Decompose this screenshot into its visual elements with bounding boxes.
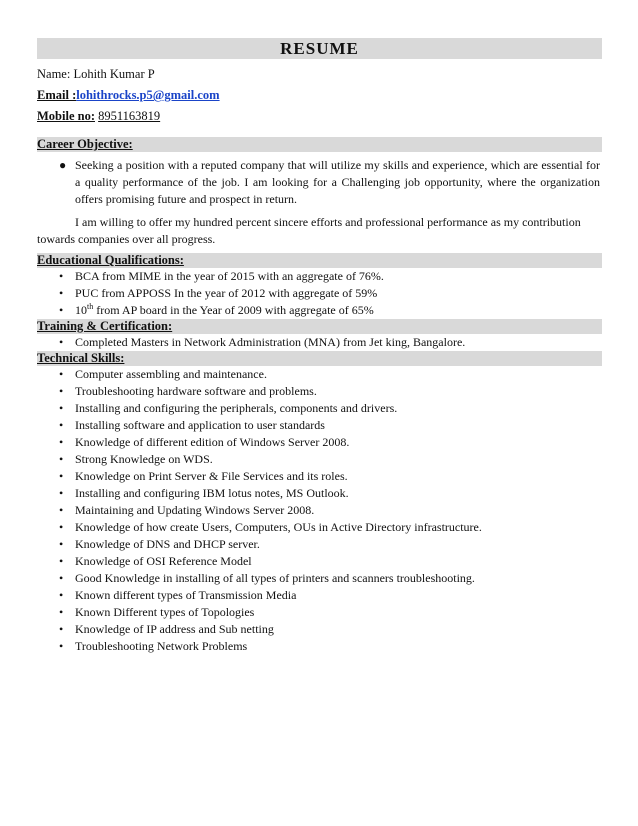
technical-skill-item: Good Knowledge in installing of all types of printers and scanners troubleshooting. <box>75 571 475 585</box>
bullet-icon: • <box>59 303 64 317</box>
training-list <box>37 334 602 351</box>
mobile-label: Mobile no: <box>37 109 95 123</box>
bullet-icon: • <box>59 588 64 602</box>
bullet-icon: • <box>59 486 64 500</box>
technical-skill-item: Knowledge of OSI Reference Model <box>75 554 252 568</box>
technical-skill-item: Known different types of Transmission Media <box>75 588 297 602</box>
bullet-icon: • <box>59 384 64 398</box>
technical-skill-item: Installing and configuring IBM lotus notes, MS Outlook. <box>75 486 349 500</box>
mobile-line <box>37 106 602 127</box>
career-objective-list <box>37 157 602 208</box>
mobile-value: 8951163819 <box>98 109 161 123</box>
technical-skills-heading: Technical Skills: <box>37 351 602 366</box>
bullet-icon: • <box>59 286 64 300</box>
technical-skill-item: Knowledge of DNS and DHCP server. <box>75 537 260 551</box>
training-heading: Training & Certification: <box>37 319 602 334</box>
list-item <box>37 536 602 553</box>
list-item <box>37 604 602 621</box>
bullet-icon: • <box>59 435 64 449</box>
technical-skill-item: Knowledge of how create Users, Computers, OUs in Active Directory infrastructure. <box>75 520 482 534</box>
technical-skill-item: Computer assembling and maintenance. <box>75 367 267 381</box>
technical-skill-item: Knowledge of different edition of Windows Server 2008. <box>75 435 350 449</box>
list-item <box>37 451 602 468</box>
technical-skill-item: Troubleshooting hardware software and problems. <box>75 384 317 398</box>
career-objective-text: Seeking a position with a reputed company that will utilize my skills and experience, which are essential for a quality performance of the job. I am looking for a Challenging job opportunity, where the organization offers promising future and prospect in return. <box>75 158 600 206</box>
technical-skill-item: Knowledge on Print Server & File Services and its roles. <box>75 469 348 483</box>
resume-page <box>37 38 602 655</box>
list-item <box>37 638 602 655</box>
education-list <box>37 268 602 319</box>
email-label: Email : <box>37 88 77 102</box>
bullet-icon: • <box>59 452 64 466</box>
technical-skill-item: Troubleshooting Network Problems <box>75 639 248 653</box>
list-item <box>37 485 602 502</box>
list-item <box>37 417 602 434</box>
bullet-icon: • <box>59 571 64 585</box>
career-objective-heading: Career Objective: <box>37 137 602 152</box>
career-paragraph: I am willing to offer my hundred percent sincere efforts and professional performance as my contribution towards companies over all progress. <box>37 215 581 246</box>
email-line <box>37 85 602 106</box>
list-item <box>37 468 602 485</box>
list-item <box>37 285 602 302</box>
bullet-icon: • <box>59 418 64 432</box>
bullet-icon: • <box>59 269 64 283</box>
list-item <box>37 302 602 319</box>
name-line: Name: Lohith Kumar P <box>37 67 155 81</box>
education-item: BCA from MIME in the year of 2015 with an aggregate of 76%. <box>75 269 384 283</box>
list-item <box>37 268 602 285</box>
bullet-icon: • <box>59 554 64 568</box>
bullet-icon: • <box>59 503 64 517</box>
bullet-icon: • <box>59 335 64 349</box>
email-link[interactable]: lohithrocks.p5@gmail.com <box>76 88 220 102</box>
technical-skills-list <box>37 366 602 655</box>
bullet-icon: • <box>59 537 64 551</box>
list-item <box>37 383 602 400</box>
technical-skill-item: Installing software and application to user standards <box>75 418 325 432</box>
education-item-tenth: 10th from AP board in the Year of 2009 with aggregate of 65% <box>75 302 374 317</box>
bullet-icon: • <box>59 622 64 636</box>
list-item <box>37 621 602 638</box>
list-item <box>37 366 602 383</box>
resume-title: RESUME <box>37 38 602 59</box>
list-item <box>37 519 602 536</box>
list-item <box>37 587 602 604</box>
bullet-icon: ● <box>59 158 67 172</box>
list-item <box>37 157 602 208</box>
bullet-icon: • <box>59 605 64 619</box>
education-item: PUC from APPOSS In the year of 2012 with aggregate of 59% <box>75 286 378 300</box>
list-item <box>37 434 602 451</box>
bullet-icon: • <box>59 469 64 483</box>
bullet-icon: • <box>59 401 64 415</box>
list-item <box>37 334 602 351</box>
list-item <box>37 553 602 570</box>
bullet-icon: • <box>59 520 64 534</box>
list-item <box>37 502 602 519</box>
list-item <box>37 570 602 587</box>
education-heading: Educational Qualifications: <box>37 253 602 268</box>
training-item: Completed Masters in Network Administration (MNA) from Jet king, Bangalore. <box>75 335 466 349</box>
bullet-icon: • <box>59 367 64 381</box>
technical-skill-item: Installing and configuring the peripherals, components and drivers. <box>75 401 398 415</box>
technical-skill-item: Maintaining and Updating Windows Server 2008. <box>75 503 315 517</box>
bullet-icon: • <box>59 639 64 653</box>
technical-skill-item: Known Different types of Topologies <box>75 605 255 619</box>
technical-skill-item: Strong Knowledge on WDS. <box>75 452 213 466</box>
technical-skill-item: Knowledge of IP address and Sub netting <box>75 622 274 636</box>
list-item <box>37 400 602 417</box>
